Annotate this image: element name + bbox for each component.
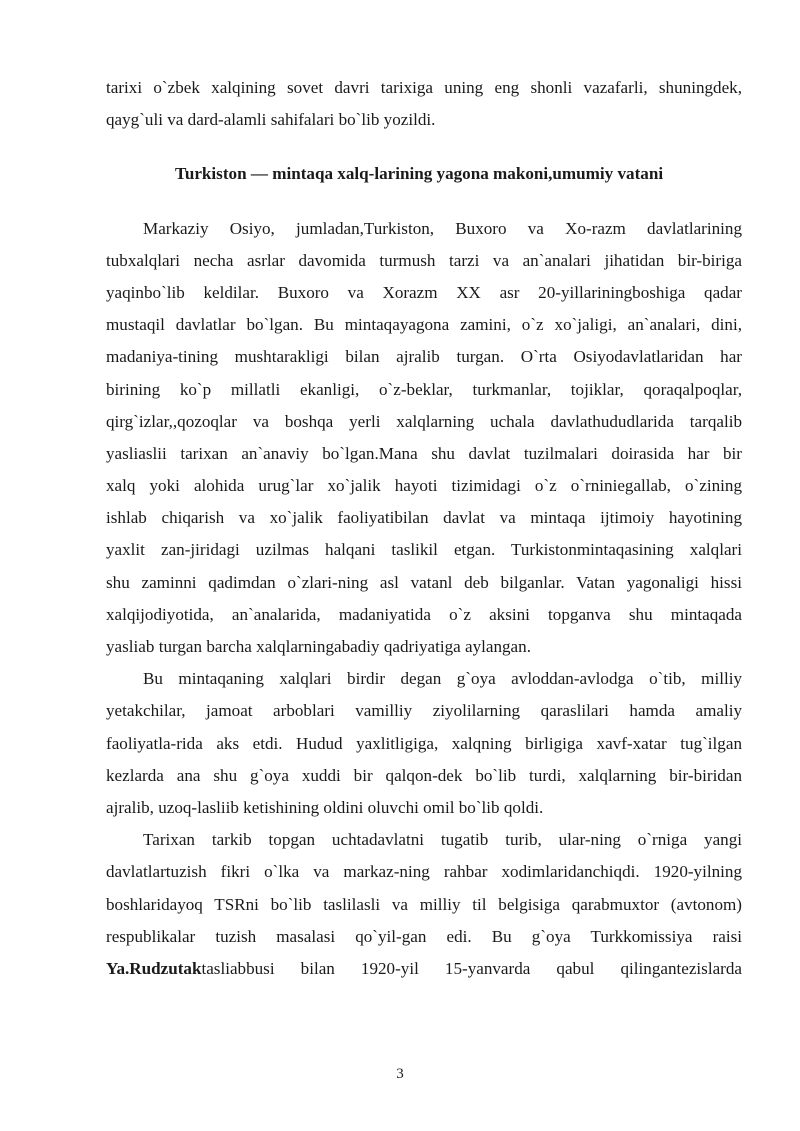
paragraph-3 [106,824,742,985]
intro-paragraph [106,72,742,136]
section-heading: Turkiston — mintaqa xalq-larining yagona makoni,umumiy vatani [175,164,664,184]
text-line: yasliab turgan barcha xalqlarningabadiy qadriyatiga aylangan. [106,637,531,657]
text-line: yaqinbo`lib keldilar. Buxoro va Xorazm XX asr 20-yillariningboshiga qadar [106,282,742,302]
text-line: qirg`izlar,,qozoqlar va boshqa yerli xalqlarning uchala davlathududlarida tarqalib [106,411,742,431]
paragraph-2 [106,663,742,824]
document-page [106,72,742,985]
text-line: birining ko`p millatli ekanligi, o`z-beklar, turkmanlar, tojiklar, qoraqalpoqlar, [106,379,742,399]
text-line: Tarixan tarkib topgan uchtadavlatni tugatib turib, ular-ning o`rniga yangi [143,830,742,850]
text-line: madaniya-tining mushtarakligi bilan ajralib turgan. O`rta Osiyodavlatlaridan har [106,347,742,367]
text-line: yetakchilar, jamoat arboblari vamilliy ziyolilarning qaraslilari hamda amaliy [106,701,742,721]
paragraph-1 [106,213,742,664]
text-line [106,953,742,985]
text-line: kezlarda ana shu g`oya xuddi bir qalqon-dek bo`lib turdi, xalqlarning bir-biridan [106,765,742,785]
text-line: tubxalqlari necha asrlar davomida turmush tarzi va an`analari jihatidan bir-biriga [106,250,742,270]
text-line: mustaqil davlatlar bo`lgan. Bu mintaqayagona zamini, o`z xo`jaligi, an`analari, dini, [106,315,742,335]
page-number: 3 [396,1066,404,1082]
text-line: xalqijodiyotida, an`analarida, madaniyatida o`z aksini topganva shu mintaqada [106,604,742,624]
text-line: xalq yoki alohida urug`lar xo`jalik hayoti tizimidagi o`z o`rniniegallab, o`zining [106,476,742,496]
bold-name: Ya.Rudzutak [106,958,202,978]
text-line: tarixi o`zbek xalqining sovet davri tarixiga uning eng shonli vazafarli, shuningdek, [106,78,742,97]
text-line: Markaziy Osiyo, jumladan,Turkiston, Buxoro va Xo-razm davlatlarining [143,218,742,238]
text-line: faoliyatla-rida aks etdi. Hudud yaxlitligiga, xalqning birligiga xavf-xatar tug`ilgan [106,733,742,753]
text-line: ajralib, uzoq-lasliib ketishining oldini oluvchi omil bo`lib qoldi. [106,797,544,817]
text-line: boshlaridayoq TSRni bo`lib taslilasli va milliy til belgisiga qarabmuxtor (avtonom) [106,894,742,914]
text-line: qayg`uli va dard-alamli sahifalari bo`lib yozildi. [106,110,436,130]
text-line: respublikalar tuzish masalasi qo`yil-gan edi. Bu g`oya Turkkomissiya raisi [106,926,742,946]
text-line: davlatlartuzish fikri o`lka va markaz-ning rahbar xodimlaridanchiqdi. 1920-yilning [106,862,742,882]
text-line: yaxlit zan-jiridagi uzilmas halqani taslikil etgan. Turkistonmintaqasining xalqlari [106,540,742,560]
text-line: Bu mintaqaning xalqlari birdir degan g`oya avloddan-avlodga o`tib, milliy [143,669,742,689]
text-line: ishlab chiqarish va xo`jalik faoliyatibilan davlat va mintaqa ijtimoiy hayotining [106,508,742,528]
text-fragment: tasliabbusi bilan 1920-yil 15-yanvarda qabul qilingantezislarda [201,958,742,978]
text-line: shu zaminni qadimdan o`zlari-ning asl vatanl deb bilganlar. Vatan yagonaligi hissi [106,572,742,592]
text-line: yasliaslii tarixan an`anaviy bo`lgan.Mana shu davlat tuzilmalari doirasida har bir [106,443,742,463]
